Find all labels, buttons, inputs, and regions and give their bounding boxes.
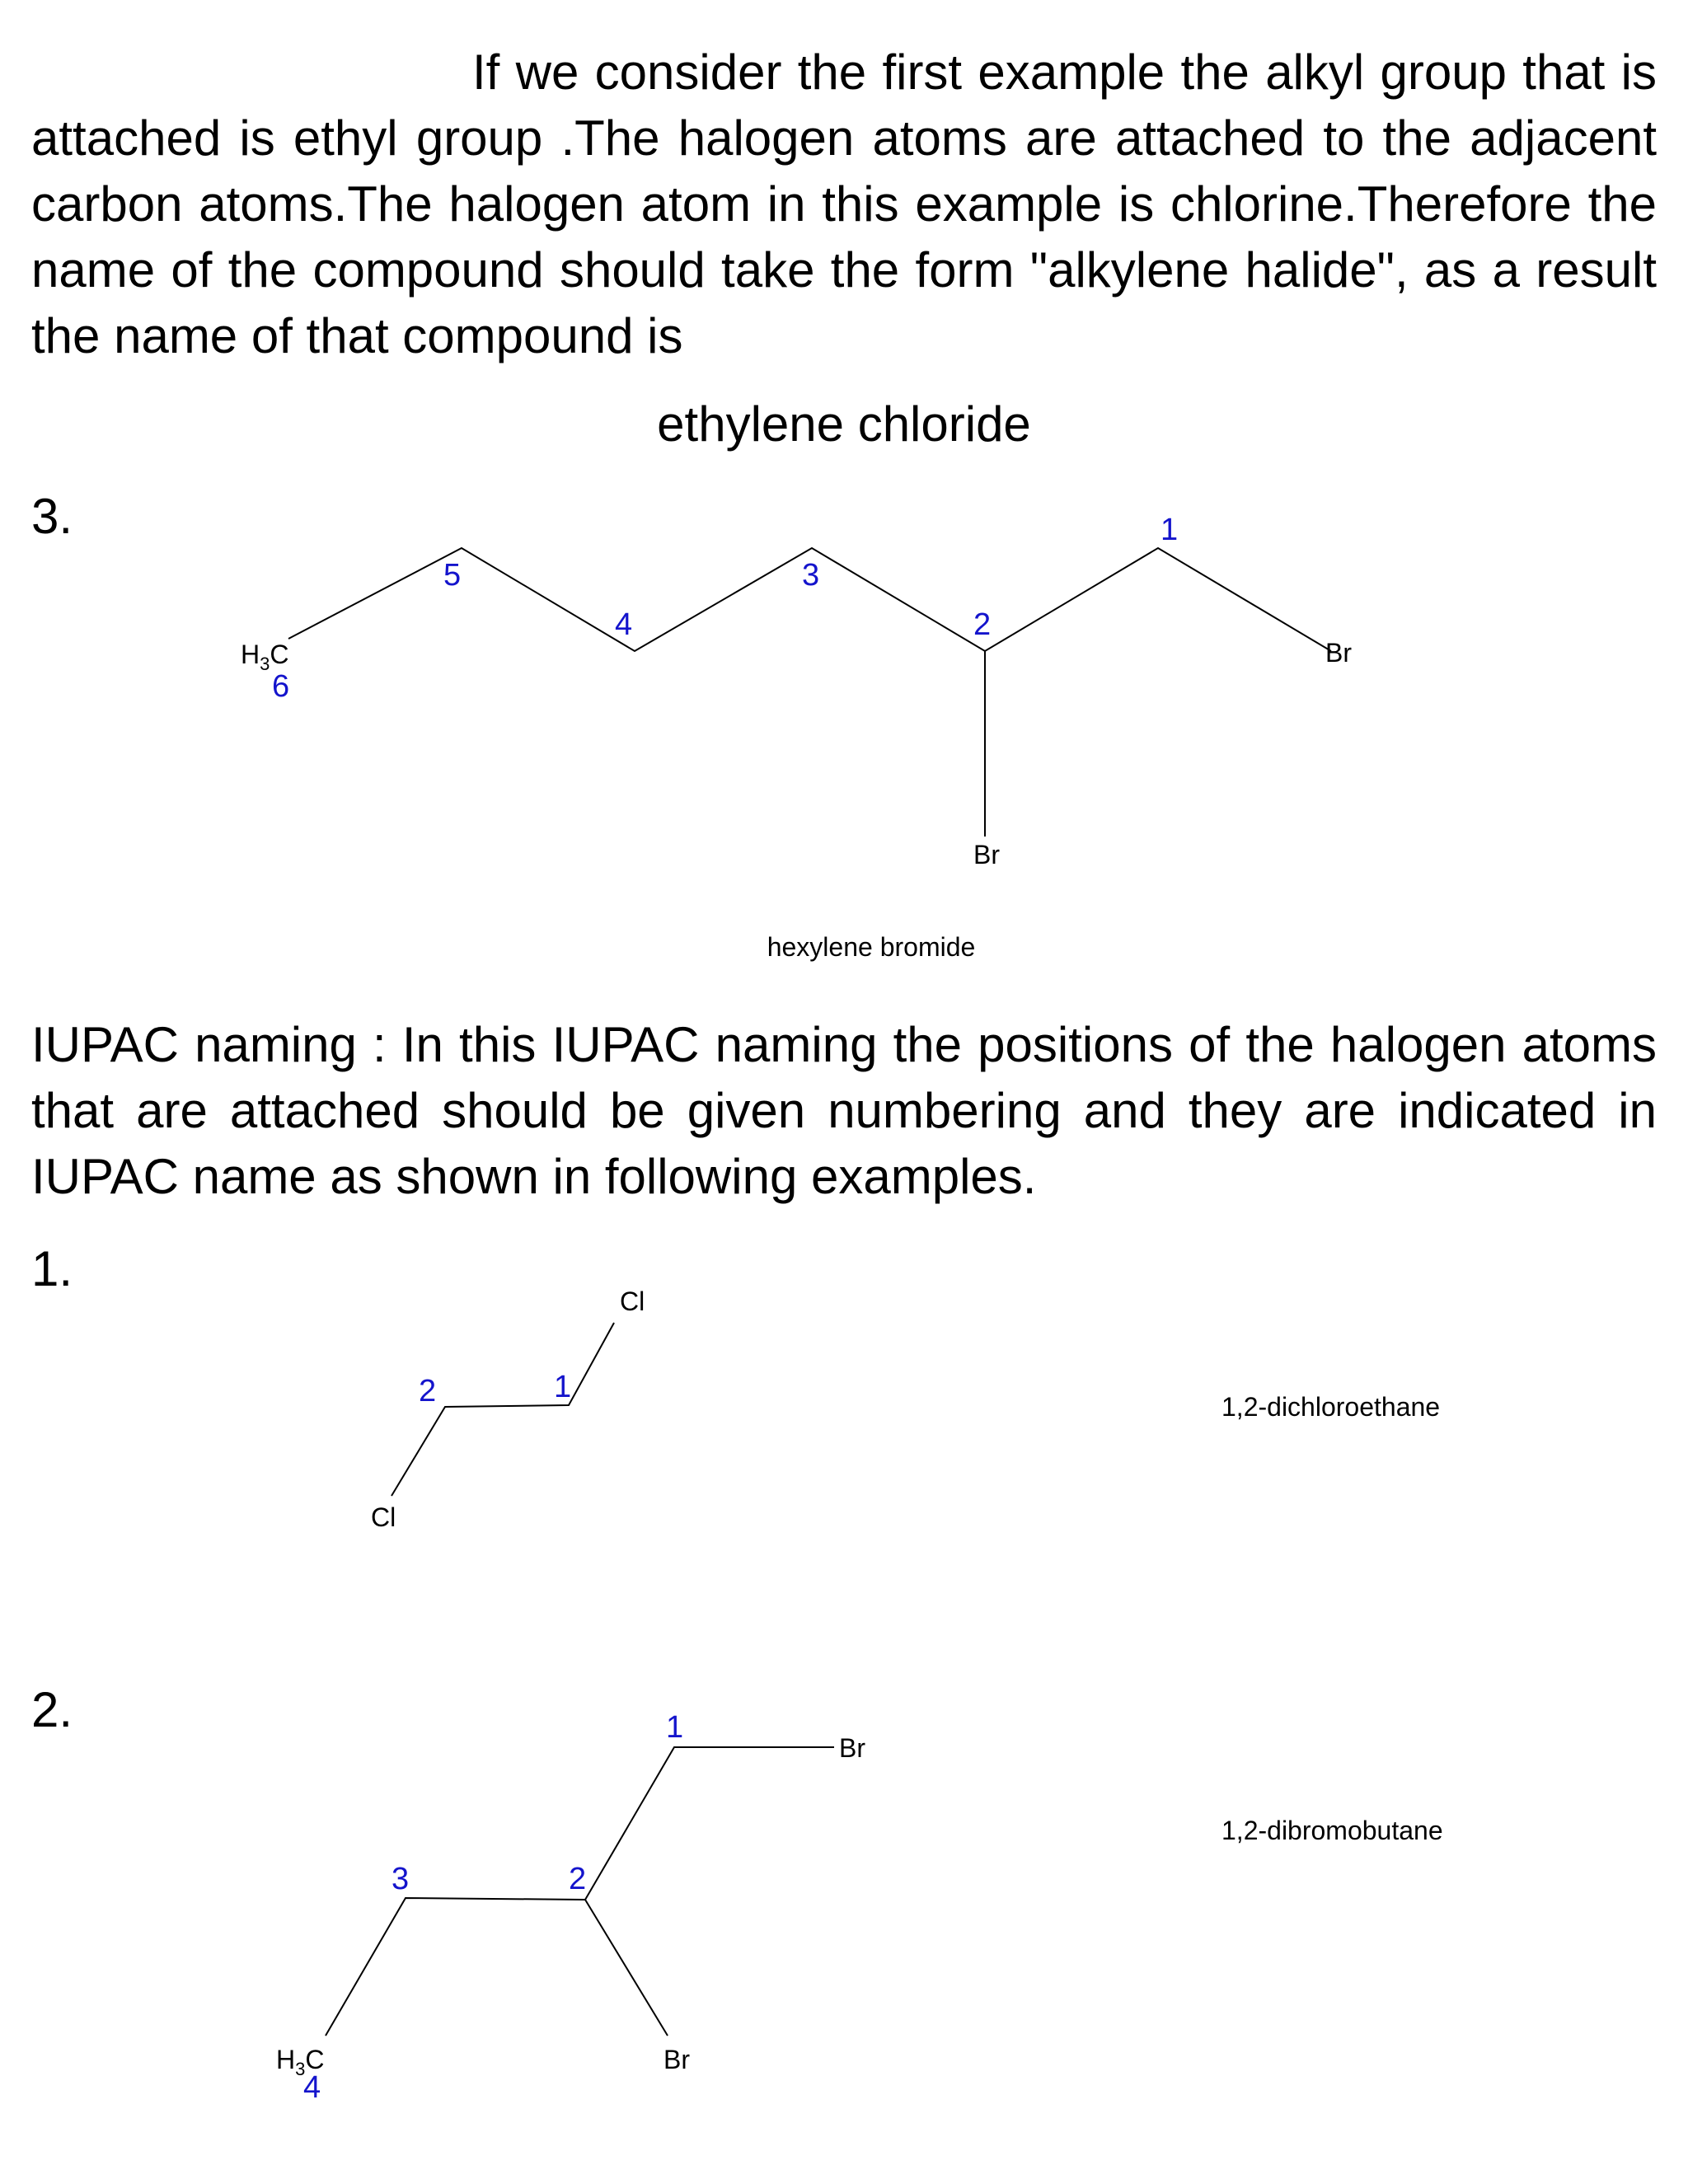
h3c-group: H3C [241,640,289,674]
chlorine-atom-top: Cl [620,1286,645,1316]
example-1-number: 1. [31,1241,73,1296]
dichloroethane-structure [371,1286,1440,1532]
iupac-paragraph: IUPAC naming : In this IUPAC naming the positions of the halogen atoms that are attached should be given numbering and they are indicated in IUPAC name as shown in following examples. [31,1017,1657,1204]
carbon-number-3: 3 [802,558,820,593]
carbon-number-1: 1 [666,1710,684,1745]
bromine-atom-branch: Br [973,840,1000,869]
bromine-atom-terminal: Br [1325,638,1352,668]
dichloroethane-bonds [392,1323,614,1496]
dibromobutane-label: 1,2-dibromobutane [1221,1816,1443,1845]
intro-paragraph: If we consider the first example the alkyl group that is attached is ethyl group .The halogen atoms are attached to the adjacent carbon atoms.The halogen atom in this example is chlorine.Therefore the name of the compound should take the form "alkylene halide", as a result the name of that compound is [31,45,1657,363]
carbon-number-1: 1 [1160,513,1179,547]
example-3-number: 3. [31,489,73,544]
carbon-number-1: 1 [554,1370,572,1404]
carbon-number-2: 2 [973,607,992,642]
carbon-number-3: 3 [392,1862,410,1896]
dichloroethane-label: 1,2-dichloroethane [1221,1392,1441,1422]
h3c-group: H3C [276,2045,325,2079]
bromine-atom-branch: Br [663,2045,690,2074]
carbon-number-4: 4 [615,607,633,642]
compound-name-ethylene-chloride: ethylene chloride [657,396,1031,452]
carbon-number-2: 2 [569,1862,587,1896]
carbon-number-4: 4 [303,2070,321,2105]
example-2-number: 2. [31,1682,73,1737]
carbon-number-5: 5 [443,558,462,593]
c2-br-bond [585,1900,668,2036]
hexylene-bromide-label: hexylene bromide [767,932,976,962]
hexylene-bromide-structure [241,513,1352,962]
chlorine-atom-bottom: Cl [371,1502,396,1532]
carbon-number-6: 6 [272,669,290,704]
carbon-number-2: 2 [419,1374,437,1408]
dibromobutane-structure [276,1710,1443,2105]
bromine-atom-terminal: Br [839,1733,865,1763]
